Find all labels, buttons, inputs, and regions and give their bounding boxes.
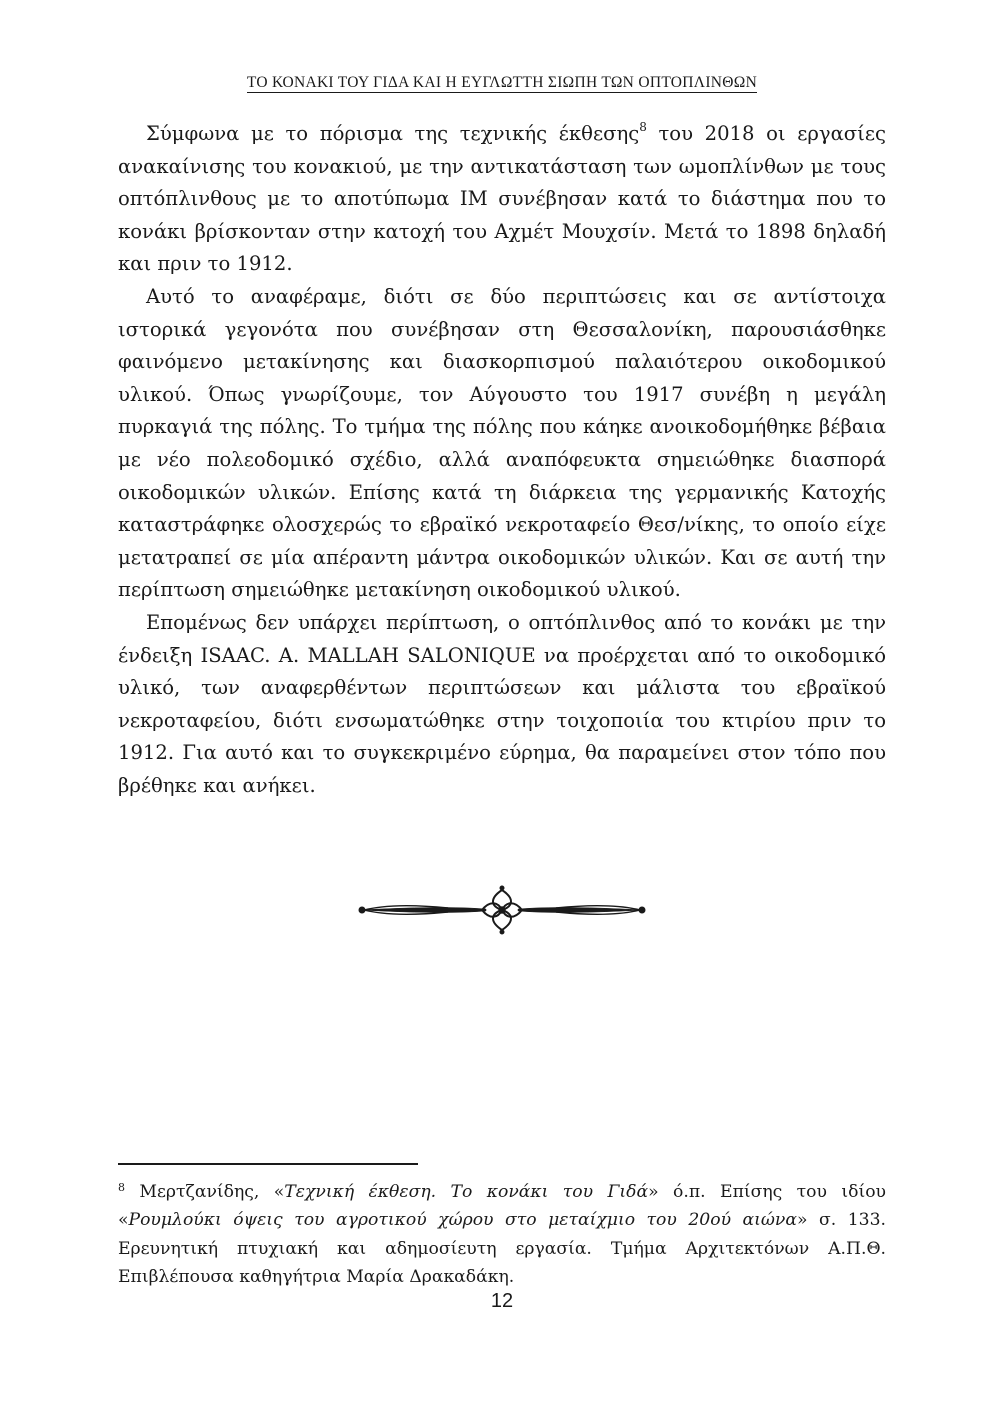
- page-number: 12: [490, 1290, 514, 1312]
- footnote-divider: [118, 1163, 418, 1165]
- paragraph-1: [118, 118, 886, 281]
- paragraph-2: Αυτό το αναφέραμε, διότι σε δύο περιπτώσεις και σε αντίστοιχα ιστορικά γεγονότα που συνέβησαν στη Θεσσαλονίκη, παρουσιάσθηκε φαινόμενο μετακίνησης και διασκορπισμού παλαιότερου οικοδομικού υλικού. Όπως γνωρίζουμε, τον Αύγουστο του 1917 συνέβη η μεγάλη πυρκαγιά της πόλης. Το τμήμα της πόλης που κάηκε ανοικοδομήθηκε βέβαια με νέο πολεοδομικό σχέδιο, αλλά αναπόφευκτα σημειώθηκε διασπορά οικοδομικών υλικών. Επίσης κατά τη διάρκεια της γερμανικής Κατοχής καταστράφηκε ολοσχερώς το εβραϊκό νεκροταφείο Θεσ/νίκης, το οποίο είχε μετατραπεί σε μία απέραντη μάντρα οικοδομικών υλικών. Και σε αυτή την περίπτωση σημειώθηκε μετακίνηση οικοδομικού υλικού.: [118, 284, 886, 602]
- footnote-text: Μερτζανίδης, «: [125, 1182, 285, 1202]
- footnote-text: » ό.π. Επίσης του ιδίου «: [118, 1182, 887, 1231]
- footnote-reference[interactable]: 8: [639, 120, 647, 134]
- paragraph-3: Επομένως δεν υπάρχει περίπτωση, ο οπτόπλινθος από το κονάκι με την ένδειξη ISAAC. A. MALLAH SALONIQUE να προέρχεται από το οικοδομικό υλικό, των αναφερθέντων περιπτώσεων και μάλιστα του εβραϊκού νεκροταφείου, διότι ενσωματώθηκε στην τοιχοποιία του κτιρίου πριν το 1912. Για αυτό και το συγκεκριμένο εύρημα, θα παραμείνει στον τόπο που βρέθηκε και ανήκει.: [118, 610, 886, 797]
- paragraph-1-text-end: του 2018 οι εργασίες ανακαίνισης του κονακιού, με την αντικατάσταση των ωμοπλίνθων με τους οπτόπλινθους με το αποτύπωμα ΙΜ συνέβησαν κατά το διάστημα που το κονάκι βρίσκονταν στην κατοχή του Αχμέτ Μουχσίν. Μετά το 1898 δηλαδή και πριν το 1912.: [118, 122, 886, 276]
- floral-divider-icon: [358, 884, 646, 936]
- paragraph-1-text-start: Σύμφωνα με το πόρισμα της τεχνικής έκθεσης: [146, 122, 640, 145]
- running-title: ΤΟ ΚΟΝΑΚΙ ΤΟΥ ΓΙΔΑ ΚΑΙ Η ΕΥΓΛΩΤΤΗ ΣΙΩΠΗ ΤΩΝ ΟΠΤΟΠΛΙΝΘΩΝ: [246, 74, 758, 91]
- footnote-text: » σ. 133. Ερευνητική πτυχιακή και αδημοσίευτη εργασία. Τμήμα Αρχιτεκτόνων Α.Π.Θ. Επιβλέπουσα καθηγήτρια Μαρία Δρακαδάκη.: [118, 1210, 886, 1287]
- footnote-mark: 8: [118, 1181, 125, 1194]
- footnote-title-2: Ρουμλούκι όψεις του αγροτικού χώρου στο μεταίχμιο του 20ού αιώνα: [128, 1210, 797, 1231]
- running-header: [0, 74, 1004, 92]
- main-text: [118, 118, 886, 802]
- footnote-8: [118, 1178, 886, 1291]
- footnote-title-1: Τεχνική έκθεση. Το κονάκι του Γιδά: [284, 1182, 649, 1202]
